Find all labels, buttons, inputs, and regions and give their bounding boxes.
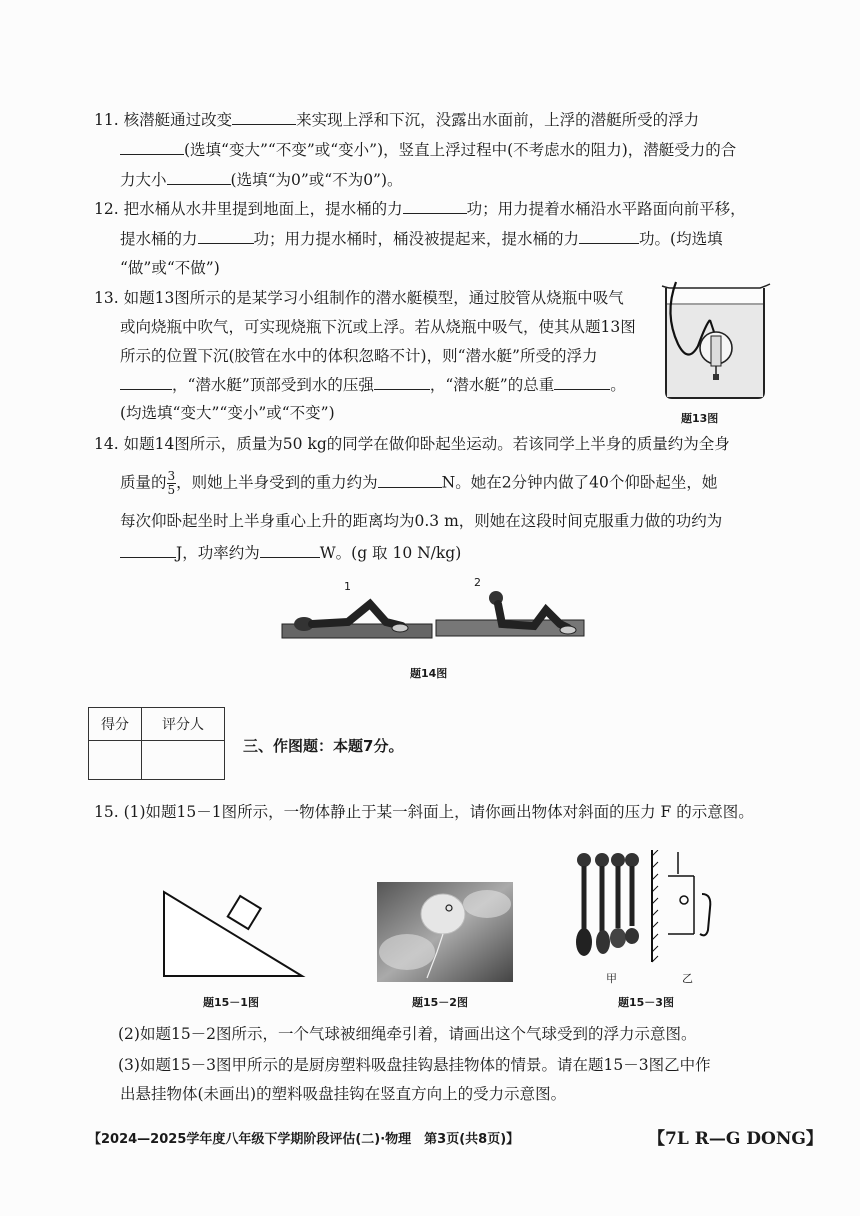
q14-text: J，功率约为 [176,544,260,562]
q11-text: 11. 核潜艇通过改变 [94,111,233,129]
q13-text: 。 [610,376,626,394]
footer-code: 【7L R—G DONG】 [648,1129,823,1149]
label-jia: 甲 [606,972,617,985]
answer-blank[interactable] [403,199,467,214]
q14-line3: 每次仰卧起坐时上半身重心上升的距离均为0.3 m，则她在这段时间克服重力做的功约为 [120,512,723,530]
q11-text: 来实现上浮和下沉，没露出水面前，上浮的潜艇所受的浮力 [296,111,700,129]
q13-caption: 题13图 [681,412,719,425]
answer-blank[interactable] [198,229,254,244]
answer-blank[interactable] [120,375,172,390]
q13-line4 [120,375,626,395]
q12-text: 12. 把水桶从水井里提到地面上，提水桶的力 [94,200,403,218]
q15-3-caption: 题15－3图 [618,996,674,1009]
q15-part2: (2)如题15－2图所示，一个气球被细绳牵引着，请画出这个气球受到的浮力示意图。 [118,1025,697,1043]
incline-figure [158,886,308,982]
q14-text: 质量的 [120,473,167,492]
q12-text: 提水桶的力 [120,230,198,248]
q14-text: N。她在2分钟内做了40个仰卧起坐，她 [441,473,718,492]
balloon-figure [377,882,513,982]
q14-text: W。(g 取 10 N/kg) [319,544,462,562]
figure-label-2: 2 [474,576,481,589]
q15-part3-line1: (3)如题15－3图甲所示的是厨房塑料吸盘挂钩悬挂物体的情景。请在题15－3图乙中作 [118,1056,711,1074]
q14-caption: 题14图 [410,667,448,680]
hook-figure [570,850,730,970]
figure-label-1: 1 [344,580,351,593]
answer-blank[interactable] [378,473,442,488]
label-yi: 乙 [682,972,693,985]
q15-part1: 15. (1)如题15－1图所示，一物体静止于某一斜面上，请你画出物体对斜面的压力 F 的示意图。 [94,803,754,821]
q11-line2 [120,140,736,160]
q14-line1: 14. 如题14图所示，质量为50 kg的同学在做仰卧起坐运动。若该同学上半身的质量约为全身 [94,435,730,453]
fraction [167,470,177,497]
q12-text: 功。(均选填 [639,230,723,248]
score-table [88,707,225,780]
answer-blank[interactable] [232,110,296,125]
q11-line1 [94,110,699,130]
grader-cell[interactable] [142,741,225,780]
score-cell[interactable] [89,741,142,780]
q13-line3: 所示的位置下沉(胶管在水中的体积忽略不计)，则“潜水艇”所受的浮力 [120,347,598,365]
q11-text: (选填“变大”“不变”或“变小”)，竖直上浮过程中(不考虑水的阻力)，潜艇受力的合 [184,141,737,159]
answer-blank[interactable] [260,543,320,558]
q12-line2 [120,229,723,249]
q14-text: ，则她上半身受到的重力约为 [176,473,378,492]
grader-header: 评分人 [142,708,225,741]
q12-text: “做”或“不做”) [120,259,220,277]
answer-blank[interactable] [374,375,430,390]
q11-text: (选填“为0”或“不为0”)。 [230,171,403,189]
answer-blank[interactable] [120,543,176,558]
q12-text: 功；用力提着水桶沿水平路面向前平移， [466,200,746,218]
footer-info: 【2024—2025学年度八年级下学期阶段评估(二)·物理 第3页(共8页)】 [88,1132,520,1147]
q12-line1 [94,199,746,219]
answer-blank[interactable] [167,170,231,185]
score-header: 得分 [89,708,142,741]
q12-line3 [120,258,220,278]
q13-line2: 或向烧瓶中吹气，可实现烧瓶下沉或上浮。若从烧瓶中吸气，使其从题13图 [120,318,636,336]
situp-figure [278,590,588,646]
q13-text: ，“潜水艇”的总重 [429,376,555,394]
q15-part3-line2: 出悬挂物体(未画出)的塑料吸盘挂钩在竖直方向上的受力示意图。 [120,1085,567,1103]
q15-1-caption: 题15－1图 [203,996,259,1009]
q12-text: 功；用力提水桶时，桶没被提起来，提水桶的力 [253,230,580,248]
q14-line4 [120,543,461,563]
q11-line3 [120,170,403,190]
fraction-denominator: 5 [167,483,176,497]
q13-text: ，“潜水艇”顶部受到水的压强 [172,376,374,394]
q14-line2 [120,470,717,497]
fraction-numerator: 3 [167,469,176,483]
answer-blank[interactable] [579,229,639,244]
answer-blank[interactable] [554,375,610,390]
answer-blank[interactable] [120,140,184,155]
q11-text: 力大小 [120,171,167,189]
q13-line1: 13. 如题13图所示的是某学习小组制作的潜水艇模型，通过胶管从烧瓶中吸气 [94,289,624,307]
q13-figure [658,274,778,410]
q13-line5: (均选填“变大”“变小”或“不变”) [120,404,335,422]
section-heading: 三、作图题：本题7分。 [243,737,404,755]
q15-2-caption: 题15－2图 [412,996,468,1009]
